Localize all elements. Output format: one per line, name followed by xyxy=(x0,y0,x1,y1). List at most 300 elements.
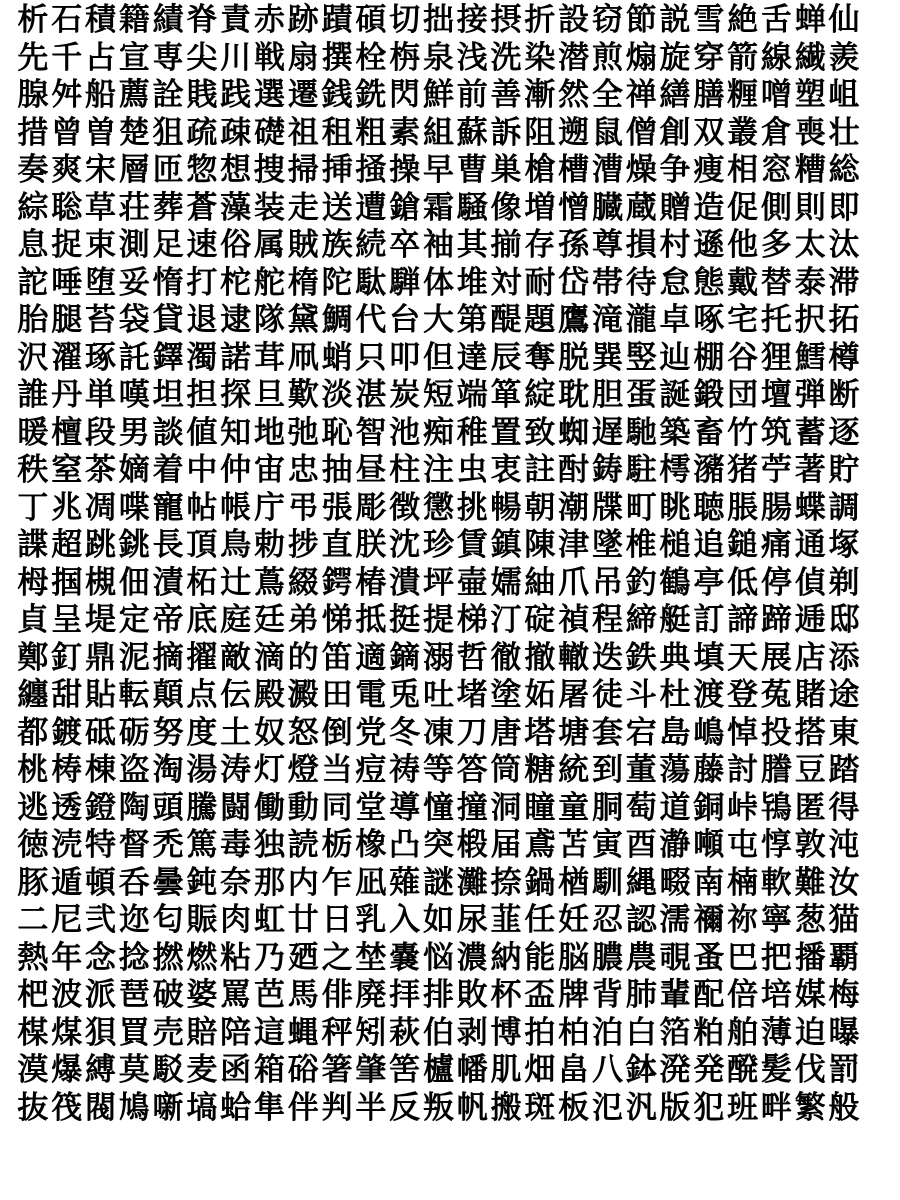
glyph-cell: 届 xyxy=(490,827,522,863)
glyph-cell: 組 xyxy=(422,114,454,151)
glyph-cell: 帝 xyxy=(152,602,184,638)
glyph-cell: 箸 xyxy=(321,1052,353,1088)
glyph-cell: 嘆 xyxy=(118,377,150,413)
glyph-cell: 貞 xyxy=(17,602,49,638)
glyph-cell: 束 xyxy=(84,227,116,263)
glyph-cell: 爽 xyxy=(51,152,83,188)
glyph-cell: 陳 xyxy=(524,527,556,563)
glyph-row xyxy=(16,152,900,190)
glyph-cell: 設 xyxy=(558,2,590,38)
glyph-cell: 張 xyxy=(321,489,353,526)
glyph-cell: 鷹 xyxy=(558,302,590,338)
glyph-cell: 蓄 xyxy=(794,414,826,451)
glyph-cell: 箱 xyxy=(253,1052,285,1088)
glyph-cell: 妊 xyxy=(558,902,590,938)
glyph-cell: 拍 xyxy=(524,1014,556,1051)
glyph-cell: 袖 xyxy=(422,227,454,263)
glyph-cell: 層 xyxy=(118,152,150,188)
glyph-cell: 卒 xyxy=(389,227,421,263)
glyph-cell: 槌 xyxy=(659,527,691,563)
glyph-cell: 詑 xyxy=(17,264,49,301)
glyph-cell: 投 xyxy=(760,714,792,751)
glyph-cell: 排 xyxy=(422,977,454,1013)
glyph-cell: 村 xyxy=(659,227,691,263)
glyph-cell: 綴 xyxy=(287,564,319,601)
glyph-cell: 刀 xyxy=(456,714,488,751)
glyph-cell: 然 xyxy=(558,77,590,113)
glyph-cell: 泊 xyxy=(591,1014,623,1051)
glyph-cell: 倒 xyxy=(321,714,353,751)
glyph-cell: 党 xyxy=(355,714,387,751)
glyph-cell: 素 xyxy=(389,114,421,151)
glyph-cell: 台 xyxy=(389,302,421,338)
glyph-cell: 漬 xyxy=(152,564,184,601)
glyph-cell: 築 xyxy=(659,414,691,451)
glyph-cell: 背 xyxy=(591,977,623,1013)
glyph-cell: 般 xyxy=(828,1089,860,1126)
glyph-cell: 罰 xyxy=(828,1052,860,1088)
glyph-cell: 狸 xyxy=(760,339,792,376)
glyph-cell: 轍 xyxy=(558,639,590,676)
glyph-cell: 奪 xyxy=(524,339,556,376)
glyph-cell: 陪 xyxy=(220,1014,252,1051)
glyph-cell: 憧 xyxy=(422,789,454,826)
glyph-cell: 脊 xyxy=(186,2,218,38)
glyph-cell: 眺 xyxy=(659,489,691,526)
glyph-cell: 反 xyxy=(389,1089,421,1126)
glyph-cell: 討 xyxy=(727,752,759,788)
glyph-cell: 奏 xyxy=(17,152,49,188)
glyph-cell: 知 xyxy=(220,414,252,451)
glyph-cell: 騒 xyxy=(456,189,488,226)
glyph-cell: 銑 xyxy=(355,77,387,113)
glyph-cell: 渡 xyxy=(693,677,725,713)
glyph-cell: 選 xyxy=(253,77,285,113)
glyph-cell: 宕 xyxy=(625,714,657,751)
glyph-cell: 衷 xyxy=(490,452,522,488)
glyph-cell: 猫 xyxy=(828,902,860,938)
glyph-cell: 胆 xyxy=(591,377,623,413)
glyph-cell: 寅 xyxy=(591,827,623,863)
glyph-cell: 媒 xyxy=(794,977,826,1013)
glyph-cell: 把 xyxy=(760,939,792,976)
glyph-cell: 廃 xyxy=(355,977,387,1013)
glyph-cell: 砥 xyxy=(84,714,116,751)
glyph-cell: 租 xyxy=(321,114,353,151)
glyph-cell: 壇 xyxy=(760,377,792,413)
glyph-cell: 岱 xyxy=(558,264,590,301)
glyph-cell: 腺 xyxy=(17,77,49,113)
glyph-cell: 蘇 xyxy=(456,114,488,151)
glyph-cell: 先 xyxy=(17,39,49,76)
glyph-cell: 蛤 xyxy=(220,1089,252,1126)
glyph-cell: 箪 xyxy=(490,377,522,413)
glyph-cell: 売 xyxy=(152,1014,184,1051)
glyph-cell: 漸 xyxy=(524,77,556,113)
glyph-cell: 乃 xyxy=(253,939,285,976)
glyph-cell: 禿 xyxy=(152,827,184,863)
glyph-cell: 胴 xyxy=(591,789,623,826)
glyph-cell: 梅 xyxy=(828,977,860,1013)
glyph-cell: 霜 xyxy=(422,189,454,226)
glyph-cell: 廷 xyxy=(253,602,285,638)
glyph-cell: 大 xyxy=(422,302,454,338)
glyph-cell: 池 xyxy=(389,414,421,451)
glyph-row xyxy=(16,377,900,415)
glyph-cell: 鶴 xyxy=(659,564,691,601)
glyph-cell: 牒 xyxy=(591,489,623,526)
glyph-cell: 塑 xyxy=(794,77,826,113)
glyph-cell: 梼 xyxy=(51,752,83,788)
glyph-cell: 培 xyxy=(760,977,792,1013)
glyph-cell: 畔 xyxy=(760,1089,792,1126)
glyph-cell: 程 xyxy=(591,602,623,638)
glyph-cell: 伴 xyxy=(287,1089,319,1126)
glyph-cell: 廼 xyxy=(287,939,319,976)
glyph-cell: 波 xyxy=(51,977,83,1013)
glyph-cell: 注 xyxy=(422,452,454,488)
glyph-cell: 之 xyxy=(321,939,353,976)
glyph-cell: 堕 xyxy=(84,264,116,301)
glyph-cell: 接 xyxy=(456,2,488,38)
glyph-cell: 寵 xyxy=(152,489,184,526)
glyph-cell: 噺 xyxy=(152,1089,184,1126)
glyph-cell: 嶋 xyxy=(693,714,725,751)
glyph-cell: 杷 xyxy=(17,977,49,1013)
glyph-cell: 速 xyxy=(186,227,218,263)
glyph-cell: 任 xyxy=(524,902,556,938)
glyph-cell: 蒼 xyxy=(186,189,218,226)
glyph-cell: 卓 xyxy=(659,302,691,338)
glyph-cell: 捜 xyxy=(253,152,285,188)
glyph-cell: 智 xyxy=(355,414,387,451)
glyph-cell: 像 xyxy=(490,189,522,226)
glyph-cell: 抵 xyxy=(355,602,387,638)
glyph-cell: 酎 xyxy=(558,452,590,488)
glyph-cell: 挺 xyxy=(389,602,421,638)
glyph-cell: 納 xyxy=(490,939,522,976)
glyph-cell: 釣 xyxy=(625,564,657,601)
glyph-cell: 悼 xyxy=(727,714,759,751)
glyph-cell: 則 xyxy=(794,189,826,226)
glyph-cell: 第 xyxy=(456,302,488,338)
glyph-cell: 濁 xyxy=(186,339,218,376)
glyph-cell: 櫨 xyxy=(422,1052,454,1088)
glyph-cell: 潮 xyxy=(558,489,590,526)
glyph-cell: 点 xyxy=(186,677,218,713)
glyph-cell: 如 xyxy=(422,902,454,938)
glyph-row xyxy=(16,490,900,528)
glyph-cell: 念 xyxy=(84,939,116,976)
glyph-cell: 膳 xyxy=(693,77,725,113)
glyph-cell: 値 xyxy=(186,414,218,451)
glyph-cell: 寧 xyxy=(760,902,792,938)
glyph-cell: 輩 xyxy=(659,977,691,1013)
glyph-cell: 訂 xyxy=(693,602,725,638)
glyph-cell: 廿 xyxy=(287,902,319,938)
glyph-cell: 端 xyxy=(456,377,488,413)
glyph-cell: 歎 xyxy=(287,377,319,413)
glyph-cell: 虹 xyxy=(253,902,285,938)
glyph-cell: 昼 xyxy=(355,452,387,488)
glyph-cell: 農 xyxy=(625,939,657,976)
glyph-cell: 帆 xyxy=(456,1089,488,1126)
glyph-cell: 巽 xyxy=(591,339,623,376)
glyph-cell: 締 xyxy=(625,602,657,638)
glyph-cell: 撞 xyxy=(456,789,488,826)
glyph-cell: 蔵 xyxy=(625,189,657,226)
glyph-cell: 叢 xyxy=(727,114,759,151)
glyph-cell: 棚 xyxy=(693,339,725,376)
glyph-cell: 灯 xyxy=(253,752,285,788)
glyph-cell: 薄 xyxy=(760,1014,792,1051)
glyph-cell: 誰 xyxy=(17,377,49,413)
glyph-cell: 達 xyxy=(456,339,488,376)
glyph-cell: 祷 xyxy=(389,752,421,788)
glyph-cell: 耽 xyxy=(558,377,590,413)
glyph-cell: 鉄 xyxy=(625,639,657,676)
glyph-cell: 這 xyxy=(253,1014,285,1051)
glyph-cell: 妥 xyxy=(118,264,150,301)
glyph-cell: 糟 xyxy=(794,152,826,188)
glyph-cell: 遁 xyxy=(51,864,83,901)
glyph-cell: 弛 xyxy=(287,414,319,451)
glyph-cell: 弔 xyxy=(287,489,319,526)
glyph-cell: 繊 xyxy=(794,39,826,76)
glyph-cell: 抽 xyxy=(321,452,353,488)
glyph-row xyxy=(16,940,900,978)
glyph-cell: 脳 xyxy=(558,939,590,976)
glyph-cell: 雪 xyxy=(693,2,725,38)
glyph-cell: 栓 xyxy=(355,39,387,76)
glyph-cell: 潜 xyxy=(558,39,590,76)
glyph-cell: 段 xyxy=(84,414,116,451)
glyph-cell: 罵 xyxy=(220,977,252,1013)
glyph-cell: 馬 xyxy=(287,977,319,1013)
glyph-cell: 窒 xyxy=(51,452,83,488)
glyph-cell: 呈 xyxy=(51,602,83,638)
glyph-cell: 旦 xyxy=(253,377,285,413)
glyph-cell: 増 xyxy=(524,189,556,226)
glyph-cell: 薙 xyxy=(389,864,421,901)
glyph-cell: 痘 xyxy=(355,752,387,788)
glyph-cell: 只 xyxy=(355,339,387,376)
glyph-row xyxy=(16,265,900,303)
glyph-cell: 邸 xyxy=(828,602,860,638)
glyph-cell: 赤 xyxy=(253,2,285,38)
glyph-cell: 挑 xyxy=(456,489,488,526)
glyph-cell: 属 xyxy=(253,227,285,263)
glyph-cell: 陶 xyxy=(118,789,150,826)
glyph-cell: 等 xyxy=(422,752,454,788)
glyph-cell: 天 xyxy=(727,639,759,676)
glyph-cell: 敦 xyxy=(794,827,826,863)
glyph-cell: 賊 xyxy=(287,227,319,263)
glyph-cell: 唾 xyxy=(51,264,83,301)
glyph-cell: 白 xyxy=(625,1014,657,1051)
glyph-cell: 賠 xyxy=(186,1014,218,1051)
glyph-row xyxy=(16,1090,900,1128)
glyph-cell: 頂 xyxy=(186,527,218,563)
glyph-cell: 導 xyxy=(389,789,421,826)
glyph-cell: 墜 xyxy=(591,527,623,563)
glyph-cell: 摘 xyxy=(152,639,184,676)
glyph-cell: 提 xyxy=(422,602,454,638)
glyph-cell: 脹 xyxy=(727,489,759,526)
glyph-cell: 蹄 xyxy=(760,602,792,638)
glyph-cell: 葱 xyxy=(794,902,826,938)
glyph-cell: 年 xyxy=(51,939,83,976)
glyph-cell: 兎 xyxy=(389,677,421,713)
glyph-cell: 定 xyxy=(118,602,150,638)
glyph-cell: 敗 xyxy=(456,977,488,1013)
glyph-cell: 跡 xyxy=(287,2,319,38)
glyph-cell: 朕 xyxy=(355,527,387,563)
glyph-cell: 瀧 xyxy=(625,302,657,338)
glyph-cell: 鐸 xyxy=(152,339,184,376)
glyph-cell: 甜 xyxy=(51,677,83,713)
glyph-cell: 体 xyxy=(422,264,454,301)
glyph-cell: 駄 xyxy=(355,264,387,301)
glyph-cell: 担 xyxy=(186,377,218,413)
glyph-cell: 礎 xyxy=(253,114,285,151)
glyph-cell: 匝 xyxy=(152,152,184,188)
glyph-cell: 嫡 xyxy=(118,452,150,488)
glyph-cell: 曝 xyxy=(828,1014,860,1051)
glyph-cell: 漕 xyxy=(591,152,623,188)
glyph-row xyxy=(16,602,900,640)
glyph-cell: 鉢 xyxy=(625,1052,657,1088)
glyph-cell: 汰 xyxy=(828,227,860,263)
glyph-cell: 樗 xyxy=(659,452,691,488)
glyph-cell: 椴 xyxy=(456,827,488,863)
glyph-cell: 軟 xyxy=(760,864,792,901)
glyph-cell: 団 xyxy=(727,377,759,413)
glyph-cell: 槽 xyxy=(558,152,590,188)
glyph-cell: 駁 xyxy=(152,1052,184,1088)
glyph-cell: 剥 xyxy=(456,1014,488,1051)
glyph-cell: 配 xyxy=(693,977,725,1013)
glyph-cell: 惣 xyxy=(186,152,218,188)
glyph-cell: 倉 xyxy=(760,114,792,151)
glyph-cell: 悩 xyxy=(422,939,454,976)
glyph-cell: 底 xyxy=(186,602,218,638)
glyph-cell: 柏 xyxy=(558,1014,590,1051)
glyph-cell: 敵 xyxy=(220,639,252,676)
glyph-cell: 鏑 xyxy=(389,639,421,676)
glyph-cell: 籍 xyxy=(118,2,150,38)
glyph-row xyxy=(16,827,900,865)
glyph-cell: 貸 xyxy=(152,302,184,338)
glyph-cell: 賑 xyxy=(186,902,218,938)
glyph-cell: 調 xyxy=(828,489,860,526)
glyph-cell: 超 xyxy=(51,527,83,563)
glyph-cell: 派 xyxy=(84,977,116,1013)
glyph-cell: 鼠 xyxy=(591,114,623,151)
glyph-cell: 損 xyxy=(625,227,657,263)
glyph-cell: 惰 xyxy=(152,264,184,301)
glyph-cell: 絶 xyxy=(727,2,759,38)
glyph-cell: 息 xyxy=(17,227,49,263)
glyph-cell: 能 xyxy=(524,939,556,976)
glyph-cell: 伯 xyxy=(422,1014,454,1051)
glyph-cell: 鍔 xyxy=(321,564,353,601)
glyph-cell: 汝 xyxy=(828,864,860,901)
glyph-cell: 瀞 xyxy=(659,827,691,863)
glyph-cell: 毒 xyxy=(220,827,252,863)
glyph-cell: 節 xyxy=(625,2,657,38)
glyph-cell: 伐 xyxy=(794,1052,826,1088)
glyph-cell: 偵 xyxy=(794,564,826,601)
glyph-cell: 顛 xyxy=(152,677,184,713)
glyph-row xyxy=(16,415,900,453)
glyph-cell: 撰 xyxy=(321,39,353,76)
glyph-cell: 妬 xyxy=(524,677,556,713)
glyph-cell: 町 xyxy=(625,489,657,526)
glyph-cell: 鳩 xyxy=(118,1089,150,1126)
glyph-cell: 探 xyxy=(220,377,252,413)
glyph-cell: 弟 xyxy=(287,602,319,638)
glyph-cell: 虫 xyxy=(456,452,488,488)
glyph-cell: 梯 xyxy=(456,602,488,638)
glyph-cell: 銚 xyxy=(118,527,150,563)
glyph-cell: 懲 xyxy=(422,489,454,526)
glyph-cell: 箭 xyxy=(727,39,759,76)
glyph-cell: 隼 xyxy=(253,1089,285,1126)
glyph-cell: 替 xyxy=(760,264,792,301)
glyph-cell: 遜 xyxy=(693,227,725,263)
glyph-cell: 典 xyxy=(659,639,691,676)
glyph-cell: 適 xyxy=(355,639,387,676)
glyph-cell: 石 xyxy=(51,2,83,38)
glyph-cell: 側 xyxy=(760,189,792,226)
glyph-cell: 舶 xyxy=(727,1014,759,1051)
glyph-cell: 辻 xyxy=(220,564,252,601)
glyph-cell: 相 xyxy=(727,152,759,188)
glyph-cell: 楚 xyxy=(118,114,150,151)
glyph-cell: 糎 xyxy=(727,77,759,113)
glyph-cell: 総 xyxy=(828,152,860,188)
glyph-cell: 匿 xyxy=(794,789,826,826)
glyph-cell: 想 xyxy=(220,152,252,188)
glyph-cell: 堆 xyxy=(456,264,488,301)
glyph-row xyxy=(16,527,900,565)
glyph-cell: 豚 xyxy=(17,864,49,901)
glyph-cell: 杜 xyxy=(659,677,691,713)
glyph-cell: 惇 xyxy=(760,827,792,863)
glyph-cell: 破 xyxy=(152,977,184,1013)
glyph-cell: 醗 xyxy=(727,1052,759,1088)
glyph-cell: 漠 xyxy=(17,1052,49,1088)
glyph-row xyxy=(16,565,900,603)
glyph-cell: 孫 xyxy=(558,227,590,263)
glyph-cell: 宋 xyxy=(84,152,116,188)
glyph-cell: 揃 xyxy=(490,227,522,263)
glyph-cell: 涜 xyxy=(51,827,83,863)
glyph-row xyxy=(16,865,900,903)
glyph-cell: 曹 xyxy=(456,152,488,188)
glyph-cell: 童 xyxy=(558,789,590,826)
glyph-cell: 塙 xyxy=(186,1089,218,1126)
glyph-cell: 賭 xyxy=(794,677,826,713)
glyph-cell: 独 xyxy=(253,827,285,863)
glyph-cell: 逓 xyxy=(794,602,826,638)
glyph-cell: 痩 xyxy=(693,152,725,188)
glyph-cell: 禅 xyxy=(625,77,657,113)
glyph-row xyxy=(16,902,900,940)
glyph-cell: 迫 xyxy=(794,1014,826,1051)
glyph-cell: 鍋 xyxy=(524,864,556,901)
